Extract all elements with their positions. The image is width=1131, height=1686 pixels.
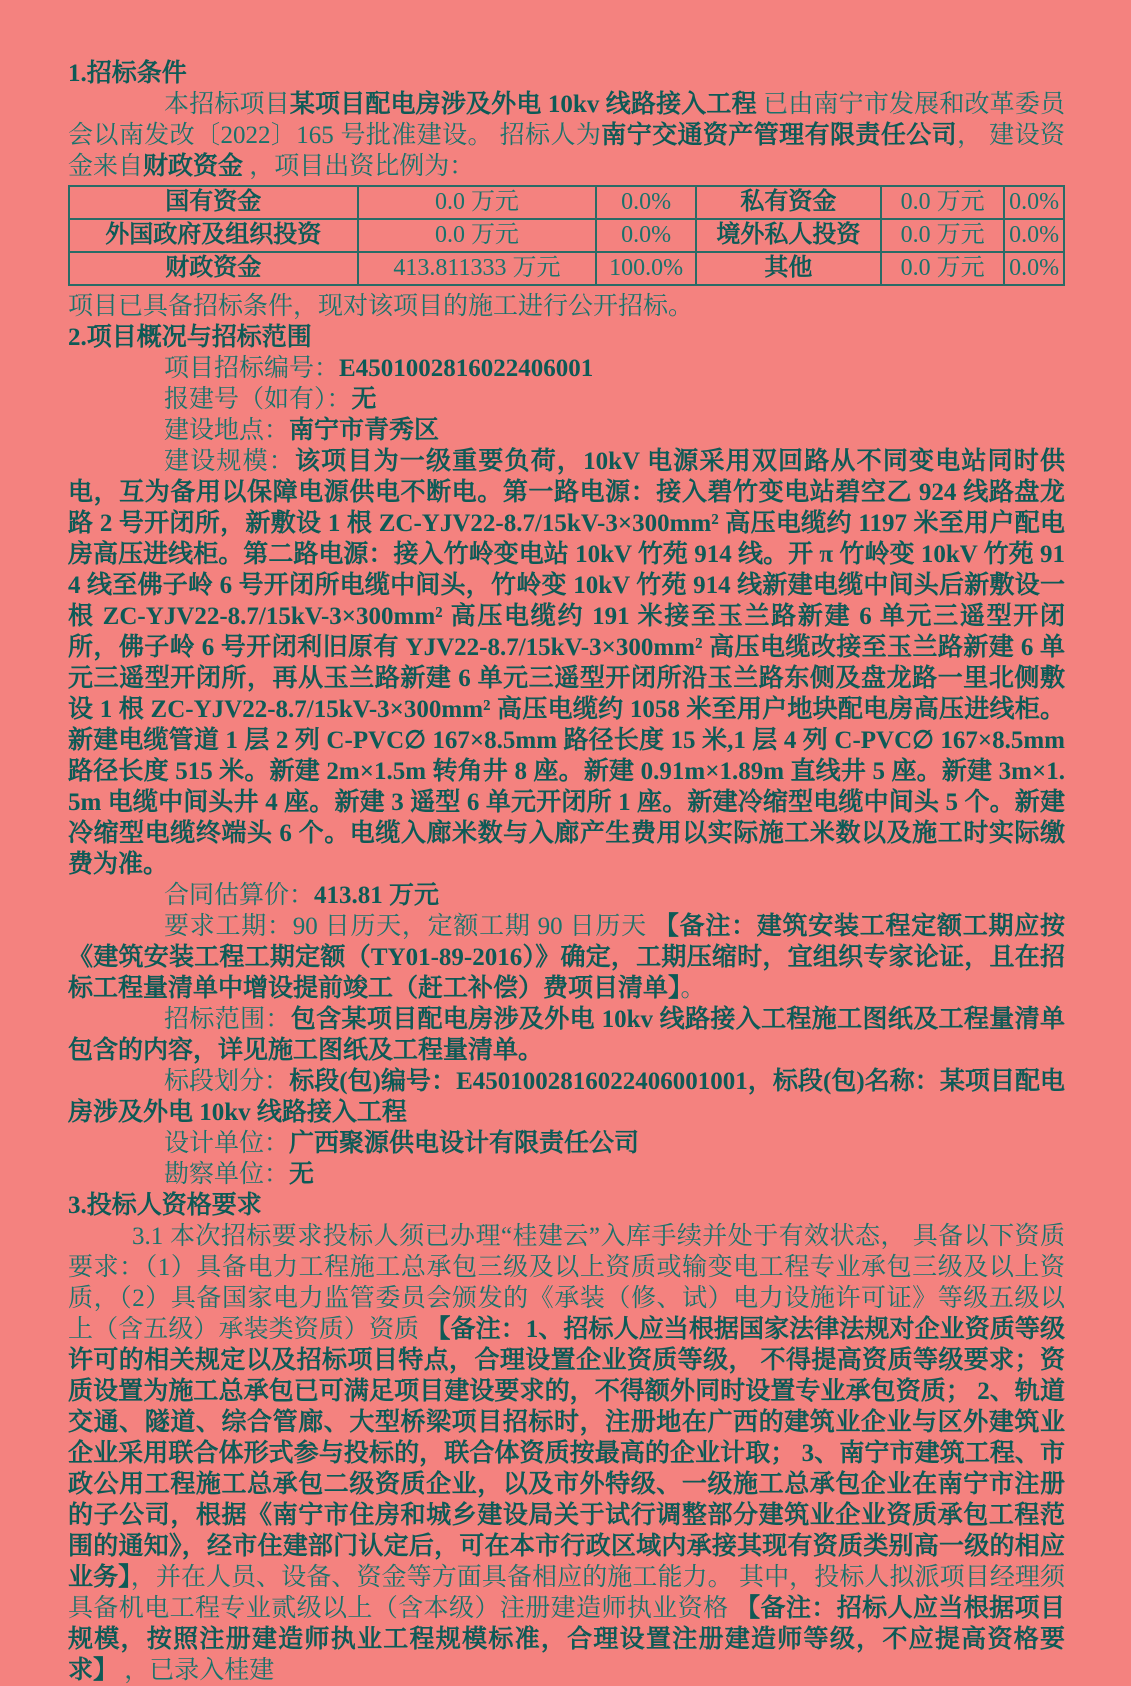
funding-source-label: 外国政府及组织投资 xyxy=(69,219,358,252)
funding-percent: 0.0% xyxy=(596,186,696,219)
funding-amount: 0.0 万元 xyxy=(881,219,1004,252)
funding-amount: 0.0 万元 xyxy=(881,252,1004,285)
funding-source-label: 其他 xyxy=(696,252,881,285)
funding-amount: 0.0 万元 xyxy=(358,219,597,252)
funding-percent: 0.0% xyxy=(1004,219,1064,252)
funding-source-label: 私有资金 xyxy=(696,186,881,219)
funding-percent: 0.0% xyxy=(596,219,696,252)
funding-source-label: 境外私人投资 xyxy=(696,219,881,252)
funding-amount: 413.811333 万元 xyxy=(358,252,597,285)
funding-table-row xyxy=(69,252,1064,285)
tender-scope: 招标范围：包含某项目配电房涉及外电 10kv 线路接入工程施工图纸及工程量清单包含的内容，详见施工图纸及工程量清单。 xyxy=(68,1006,1065,1064)
section-heading-tender-conditions: 1.招标条件 xyxy=(68,60,187,87)
required-duration: 要求工期：90 日历天，定额工期 90 日历天 【备注：建筑安装工程定额工期应按《建筑安装工程工期定额（TY01-89-2016）》确定，工期压缩时，宜组织专家论证，且在招标工程量清单中增设提前竣工（赶工补偿）费项目清单】。 xyxy=(68,913,1065,1002)
funding-source-label: 国有资金 xyxy=(69,186,358,219)
section-heading-project-overview: 2.项目概况与招标范围 xyxy=(68,324,312,351)
survey-unit: 勘察单位：无 xyxy=(164,1161,315,1188)
open-tender-statement: 项目已具备招标条件，现对该项目的施工进行公开招标。 xyxy=(68,293,694,320)
funding-table-row xyxy=(69,219,1064,252)
contract-estimate-price: 合同估算价：413.81 万元 xyxy=(164,882,440,909)
section-heading-bidder-qualifications: 3.投标人资格要求 xyxy=(68,1192,262,1219)
section-division: 标段划分：标段(包)编号：E4501002816022406001001，标段(包)名称：某项目配电房涉及外电 10kv 线路接入工程 xyxy=(68,1068,1065,1126)
qualification-requirements-paragraph: 3.1 本次招标要求投标人须已办理“桂建云”入库手续并处于有效状态， 具备以下资质要求：（1）具备电力工程施工总承包三级及以上资质或输变电工程专业承包三级及以上资质，（2）具备国家电力监管委员会颁发的《承装（修、试）电力设施许可证》等级五级以上（含五级）承装类资质）资质 【备注：1、招标人应当根据国家法律法规对企业资质等级许可的相关规定以及招标项目特点，合理设置企业资质等级， 不得提高资质等级要求；资质设置为施工总承包已可满足项目建设要求的，不得额外同时设置专业承包资质； 2、轨道交通、隧道、综合管廊、大型桥梁项目招标时，注册地在广西的建筑业企业与区外建筑业企业采用联合体形式参与投标的，联合体资质按最高的企业计取； 3、南宁市建筑工程、市政公用工程施工总承包二级资质企业，以及市外特级、一级施工总承包企业在南宁市注册的子公司，根据《南宁市住房和城乡建设局关于试行调整部分建筑业企业资质承包工程范围的通知》，经市住建部门认定后，可在本市行政区域内承接其现有资质类别高一级的相应业务】，并在人员、设备、资金等方面具备相应的施工能力。 其中，投标人拟派项目经理须具备机电工程专业贰级以上（含本级）注册建造师执业资格 【备注：招标人应当根据项目规模，按照注册建造师执业工程规模标准，合理设置注册建造师等级，不应提高资格要求】 ，已录入桂建 xyxy=(68,1223,1065,1684)
funding-table-row xyxy=(69,186,1064,219)
tender-conditions-intro-paragraph: 本招标项目某项目配电房涉及外电 10kv 线路接入工程 已由南宁市发展和改革委员会以南发改〔2022〕165 号批准建设。 招标人为南宁交通资产管理有限责任公司， 建设资金来自财政资金 ，项目出资比例为： xyxy=(68,91,1065,180)
project-tender-number: 项目招标编号：E4501002816022406001 xyxy=(164,355,594,382)
construction-scale: 建设规模：该项目为一级重要负荷，10kV 电源采用双回路从不同变电站同时供电，互为备用以保障电源供电不断电。第一路电源：接入碧竹变电站碧空乙 924 线路盘龙路 2 号开闭所，新敷设 1 根 ZC-YJV22-8.7/15kV-3×300mm² 高压电缆约 1197 米至用户配电房高压进线柜。第二路电源：接入竹岭变电站 10kV 竹苑 914 线。开 π 竹岭变 10kV 竹苑 914 线至佛子岭 6 号开闭所电缆中间头，竹岭变 10kV 竹苑 914 线新建电缆中间头后新敷设一根 ZC-YJV22-8.7/15kV-3×300mm² 高压电缆约 191 米接至玉兰路新建 6 单元三遥型开闭所，佛子岭 6 号开闭利旧原有 YJV22-8.7/15kV-3×300mm² 高压电缆改接至玉兰路新建 6 单元三遥型开闭所，再从玉兰路新建 6 单元三遥型开闭所沿玉兰路东侧及盘龙路一里北侧敷设 1 根 ZC-YJV22-8.7/15kV-3×300mm² 高压电缆约 1058 米至用户地块配电房高压进线柜。新建电缆管道 1 层 2 列 C-PVC∅ 167×8.5mm 路径长度 15 米,1 层 4 列 C-PVC∅ 167×8.5mm 路径长度 515 米。新建 2m×1.5m 转角井 8 座。新建 0.91m×1.89m 直线井 5 座。新建 3m×1.5m 电缆中间头井 4 座。新建 3 遥型 6 单元开闭所 1 座。新建冷缩型电缆中间头 5 个。新建冷缩型电缆终端头 6 个。电缆入廊米数与入廊产生费用以实际施工米数以及施工时实际缴费为准。 xyxy=(68,448,1065,878)
construction-site: 建设地点：南宁市青秀区 xyxy=(164,417,440,444)
funding-proportion-table xyxy=(68,185,1065,286)
funding-amount: 0.0 万元 xyxy=(358,186,597,219)
funding-source-label: 财政资金 xyxy=(69,252,358,285)
funding-amount: 0.0 万元 xyxy=(881,186,1004,219)
design-unit: 设计单位：广西聚源供电设计有限责任公司 xyxy=(164,1130,640,1157)
funding-percent: 100.0% xyxy=(596,252,696,285)
filing-number: 报建号（如有）：无 xyxy=(164,386,377,413)
funding-percent: 0.0% xyxy=(1004,186,1064,219)
funding-percent: 0.0% xyxy=(1004,252,1064,285)
